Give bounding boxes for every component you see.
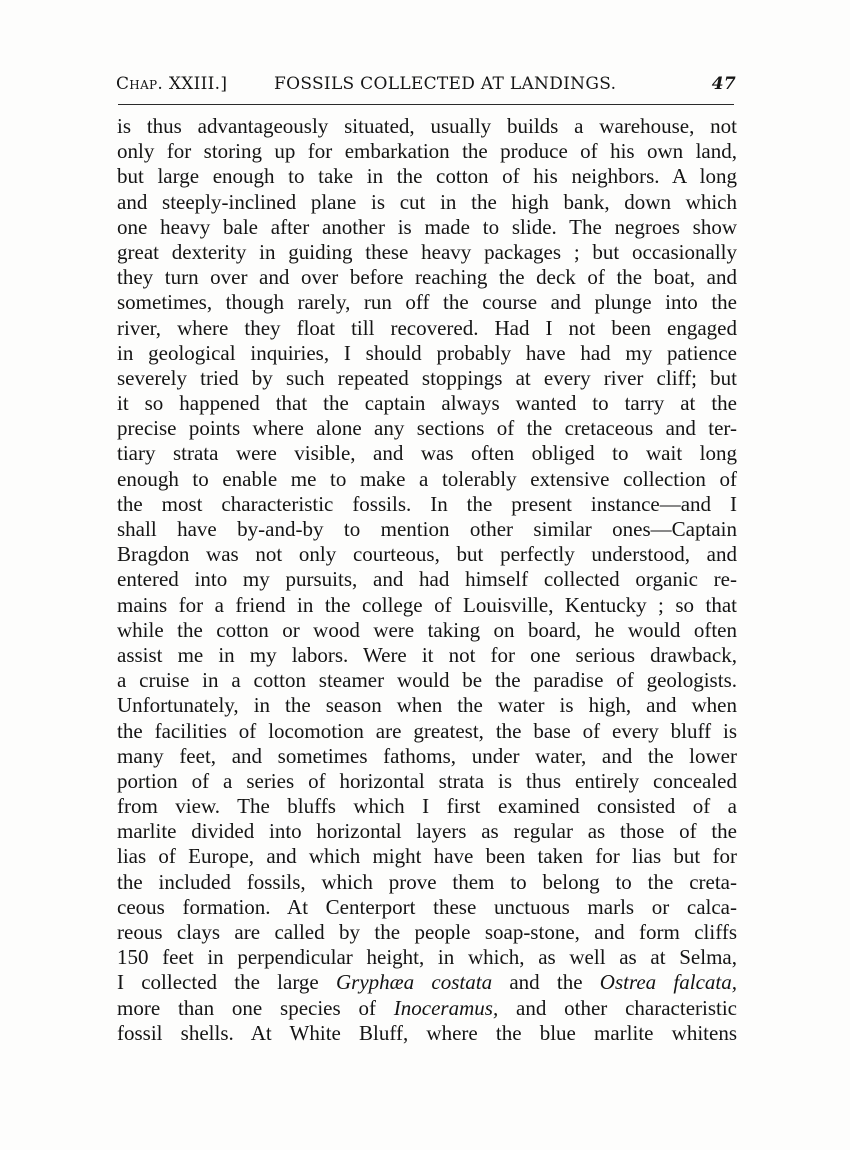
text-segment: reous clays are called by the people soap-stone, and form cliffs — [117, 920, 737, 944]
text-line — [117, 819, 737, 844]
text-segment: and other characteristic — [498, 995, 737, 1020]
text-segment: while the cotton or wood were taking on board, he would often — [117, 617, 737, 642]
text-segment: it so happened that the captain always wanted to tarry at the — [117, 391, 737, 416]
text-line — [117, 693, 737, 718]
text-segment: lias of Europe, and which might have been taken for lias but for — [117, 844, 737, 869]
text-line — [117, 467, 737, 492]
text-segment: only for storing up for embarkation the produce of his own land, — [117, 139, 737, 164]
text-line — [117, 114, 737, 139]
text-segment: assist me in my labors. Were it not for one serious drawback, — [117, 642, 737, 667]
text-line — [117, 542, 737, 567]
text-line — [117, 290, 737, 315]
text-line — [117, 996, 737, 1021]
text-segment: is thus advantageously situated, usually builds a warehouse, not — [117, 114, 737, 138]
text-line — [117, 265, 737, 290]
text-segment: they turn over and over before reaching the deck of the boat, and — [117, 265, 737, 290]
text-segment: great dexterity in guiding these heavy packages ; but occasionally — [117, 239, 737, 264]
text-line — [117, 593, 737, 618]
text-line — [117, 920, 737, 945]
text-line — [117, 341, 737, 366]
text-line — [117, 215, 737, 240]
text-segment: entered into my pursuits, and had himself collected organic re- — [117, 567, 737, 592]
text-line — [117, 391, 737, 416]
text-line — [117, 366, 737, 391]
text-segment: Unfortunately, in the season when the water is high, and when — [117, 693, 737, 718]
text-segment: ceous formation. At Centerport these unctuous marls or calca- — [117, 894, 737, 919]
text-segment: 150 feet in perpendicular height, in which, as well as at Selma, — [117, 945, 737, 970]
text-line — [117, 492, 737, 517]
text-line — [117, 190, 737, 215]
text-segment: but large enough to take in the cotton of his neighbors. A long — [117, 164, 737, 189]
text-segment: fossil shells. At White Bluff, where the blue marlite whitens — [117, 1020, 737, 1045]
text-line — [117, 794, 737, 819]
text-line — [117, 744, 737, 769]
text-line — [117, 240, 737, 265]
text-segment: more than one species of — [117, 995, 394, 1020]
running-header — [116, 74, 736, 102]
text-line — [117, 643, 737, 668]
text-segment: enough to enable me to make a tolerably extensive collection of — [117, 466, 737, 491]
text-line — [117, 416, 737, 441]
text-line — [117, 1021, 737, 1046]
text-segment: tiary strata were visible, and was often obliged to wait long — [117, 441, 737, 466]
text-segment: severely tried by such repeated stoppings at every river cliff; but — [117, 365, 737, 390]
text-line — [117, 719, 737, 744]
text-line — [117, 668, 737, 693]
text-line — [117, 517, 737, 542]
text-line — [117, 441, 737, 466]
text-segment: in geological inquiries, I should probably have had my patience — [117, 340, 737, 365]
text-segment: and the — [492, 970, 600, 995]
italic-term: Inoceramus, — [393, 995, 499, 1020]
text-segment: the most characteristic fossils. In the present instance—and I — [117, 491, 737, 516]
text-line — [117, 139, 737, 164]
text-segment: Bragdon was not only courteous, but perfectly understood, and — [117, 542, 737, 567]
text-segment: one heavy bale after another is made to slide. The negroes show — [117, 214, 737, 239]
text-segment: the included fossils, which prove them to belong to the creta- — [117, 869, 737, 894]
text-segment: from view. The bluffs which I first examined consisted of a — [117, 794, 737, 819]
text-segment: many feet, and sometimes fathoms, under water, and the lower — [117, 743, 737, 768]
running-title: FOSSILS COLLECTED AT LANDINGS. — [274, 74, 617, 94]
text-line — [117, 870, 737, 895]
text-segment: I collected the large — [117, 970, 336, 995]
text-segment: and steeply-inclined plane is cut in the high bank, down which — [117, 189, 737, 214]
italic-term: Gryphæa costata — [336, 970, 493, 995]
text-segment: river, where they float till recovered. Had I not been engaged — [117, 315, 737, 340]
chapter-label: Chap. XXIII.] — [116, 74, 228, 94]
body-text — [117, 114, 737, 1046]
text-line — [117, 945, 737, 970]
text-line — [117, 316, 737, 341]
text-line — [117, 769, 737, 794]
text-segment: sometimes, though rarely, run off the course and plunge into the — [117, 290, 737, 315]
header-rule — [118, 104, 734, 105]
text-line — [117, 164, 737, 189]
italic-term: Ostrea falcata, — [599, 970, 737, 995]
page-number: 47 — [711, 74, 736, 94]
text-segment: the facilities of locomotion are greatest, the base of every bluff is — [117, 718, 737, 743]
text-line — [117, 970, 737, 995]
text-segment: marlite divided into horizontal layers as regular as those of the — [117, 819, 737, 844]
text-line — [117, 895, 737, 920]
text-line — [117, 618, 737, 643]
text-segment: shall have by-and-by to mention other similar ones—Captain — [117, 517, 737, 541]
text-line — [117, 844, 737, 869]
text-line — [117, 567, 737, 592]
text-segment: portion of a series of horizontal strata is thus entirely concealed — [117, 768, 737, 793]
text-segment: precise points where alone any sections of the cretaceous and ter- — [117, 416, 737, 441]
text-segment: mains for a friend in the college of Louisville, Kentucky ; so that — [117, 592, 737, 617]
text-segment: a cruise in a cotton steamer would be the paradise of geologists. — [117, 668, 737, 693]
